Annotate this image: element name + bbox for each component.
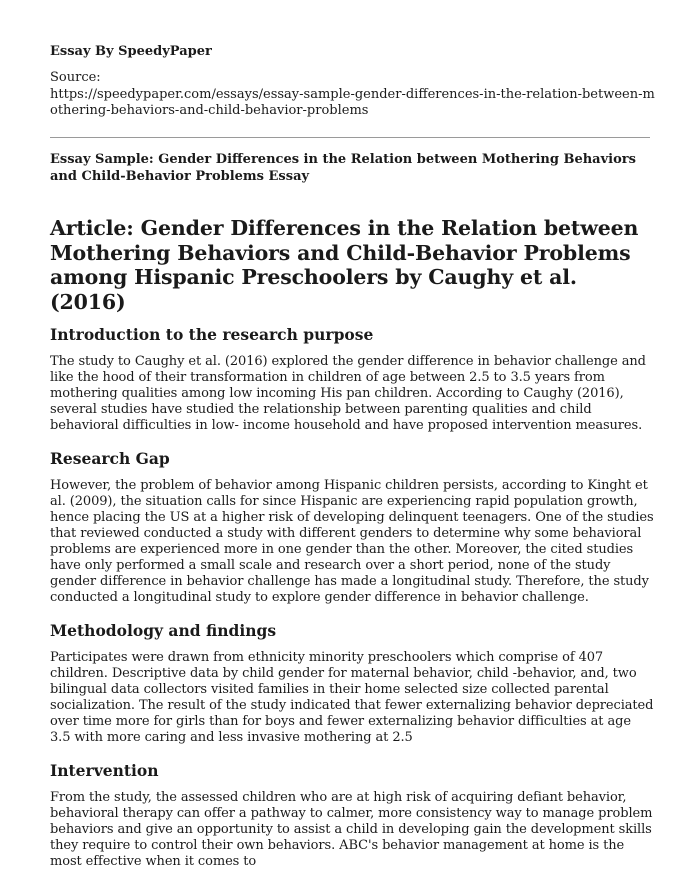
section-body-research-gap: However, the problem of behavior among Hispanic children persists, according to Kinght et al. (2009), the situation calls for since Hispanic are experiencing rapid population growth, hence placing the US at a higher risk of developing delinquent teenagers. One of the studies that reviewed conducted a study with different genders to determine why some behavioral problems are experienced more in one gender than the other. Moreover, the cited studies have only performed a small scale and research over a short period, none of the study gender difference in behavior challenge has made a longitudinal study. Therefore, the study conducted a longitudinal study to explore gender difference in behavior challenge. [50,478,654,605]
article-content [50,216,655,884]
section-body-introduction: The study to Caughy et al. (2016) explored the gender difference in behavior challenge and like the hood of their transformation in children of age between 2.5 to 3.5 years from mothering qualities among low incoming His pan children. According to Caughy (2016), several studies have studied the relationship between parenting qualities and child behavioral difficulties in low- income household and have proposed intervention measures. [50,354,646,433]
section-heading-intervention: Intervention [50,761,159,780]
article-title: Article: Gender Differences in the Relation between Mothering Behaviors and Child-Behavior Problems among Hispanic Preschoolers by Caughy et al. (2016) [50,216,639,314]
source-link[interactable]: https://speedypaper.com/essays/essay-sample-gender-differences-in-the-relation-between-mothering-behaviors-and-child-behavior-problems [50,86,655,118]
section-body-intervention: From the study, the assessed children who are at high risk of acquiring defiant behavior, behavioral therapy can offer a pathway to calmer, more consistency way to manage problem behaviors and give an opportunity to assist a child in developing gain the development skills they require to control their own behaviors. ABC's behavior management at home is the most effective when it comes to [50,790,653,869]
divider [50,137,650,138]
section-heading-research-gap: Research Gap [50,449,170,468]
source-block [50,70,662,120]
brand-title: Essay By SpeedyPaper [50,44,212,59]
section-heading-introduction: Introduction to the research purpose [50,325,374,344]
essay-sample-title: Essay Sample: Gender Differences in the Relation between Mothering Behaviors and Child-Behavior Problems Essay [50,152,636,184]
section-body-methodology: Participates were drawn from ethnicity minority preschoolers which comprise of 407 children. Descriptive data by child gender for maternal behavior, child -behavior, and, two bilingual data collectors visited families in their home selected size collected parental socialization. The result of the study indicated that fewer externalizing behavior depreciated over time more for girls than for boys and fewer externalizing behavior difficulties at age 3.5 with more caring and less invasive mothering at 2.5 [50,650,654,745]
section-heading-methodology: Methodology and findings [50,621,277,640]
source-label: Source: [50,70,101,85]
